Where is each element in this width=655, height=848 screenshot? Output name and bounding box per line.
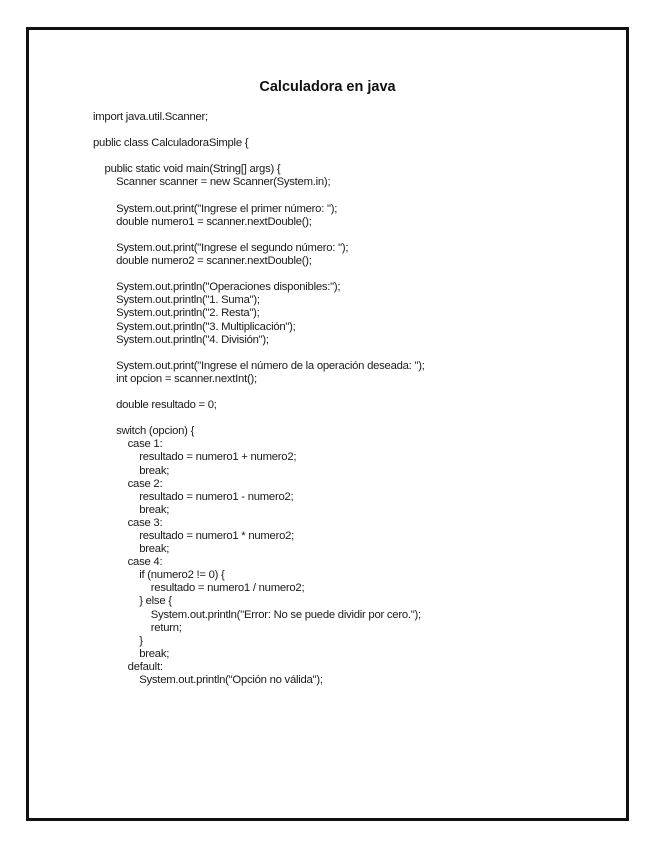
- code-line: [93, 190, 425, 203]
- code-line: double numero2 = scanner.nextDouble();: [93, 255, 312, 268]
- code-line: import java.util.Scanner;: [93, 111, 208, 123]
- code-line: case 2:: [93, 477, 163, 490]
- code-line: break;: [93, 464, 170, 477]
- code-line: System.out.println("Opción no válida");: [93, 674, 323, 687]
- code-line: Scanner scanner = new Scanner(System.in);: [93, 176, 331, 189]
- code-line: resultado = numero1 / numero2;: [93, 582, 305, 595]
- code-line: double resultado = 0;: [93, 399, 217, 412]
- code-line: System.out.println("Operaciones disponibles:");: [93, 281, 341, 294]
- code-line: System.out.println("2. Resta");: [93, 307, 260, 320]
- code-line: public static void main(String[] args) {: [93, 163, 281, 176]
- document-page: [26, 27, 629, 821]
- code-line: System.out.println("4. División");: [93, 333, 269, 346]
- code-line: case 1:: [93, 438, 163, 451]
- code-line: } else {: [93, 595, 172, 608]
- code-line: }: [93, 634, 143, 647]
- code-line: System.out.println("1. Suma");: [93, 294, 260, 307]
- code-line: resultado = numero1 - numero2;: [93, 490, 294, 503]
- code-line: double numero1 = scanner.nextDouble();: [93, 215, 312, 228]
- code-line: break;: [93, 647, 170, 660]
- code-line: public class CalculadoraSimple {: [93, 137, 249, 150]
- code-listing: [93, 111, 425, 687]
- code-line: [93, 229, 425, 242]
- code-line: resultado = numero1 + numero2;: [93, 451, 297, 464]
- code-line: System.out.print("Ingrese el segundo número: ");: [93, 241, 349, 254]
- document-title: Calculadora en java: [259, 79, 396, 95]
- code-line: [93, 124, 425, 137]
- code-line: System.out.println("3. Multiplicación");: [93, 320, 296, 333]
- code-line: resultado = numero1 * numero2;: [93, 530, 295, 542]
- code-line: [93, 412, 425, 425]
- code-line: System.out.print("Ingrese el número de la operación deseada: ");: [93, 359, 425, 372]
- code-line: int opcion = scanner.nextInt();: [93, 372, 257, 385]
- code-line: [93, 150, 425, 163]
- code-line: [93, 268, 425, 281]
- code-line: switch (opcion) {: [93, 425, 195, 438]
- code-line: [93, 386, 425, 399]
- code-line: break;: [93, 543, 170, 556]
- code-line: default:: [93, 660, 163, 673]
- code-line: [93, 347, 425, 360]
- code-line: break;: [93, 503, 170, 516]
- code-line: case 3:: [93, 516, 163, 529]
- code-line: if (numero2 != 0) {: [93, 569, 225, 582]
- code-line: System.out.println("Error: No se puede dividir por cero.");: [93, 608, 421, 621]
- code-line: return;: [93, 621, 182, 634]
- code-line: System.out.print("Ingrese el primer número: ");: [93, 202, 338, 215]
- code-line: case 4:: [93, 556, 163, 569]
